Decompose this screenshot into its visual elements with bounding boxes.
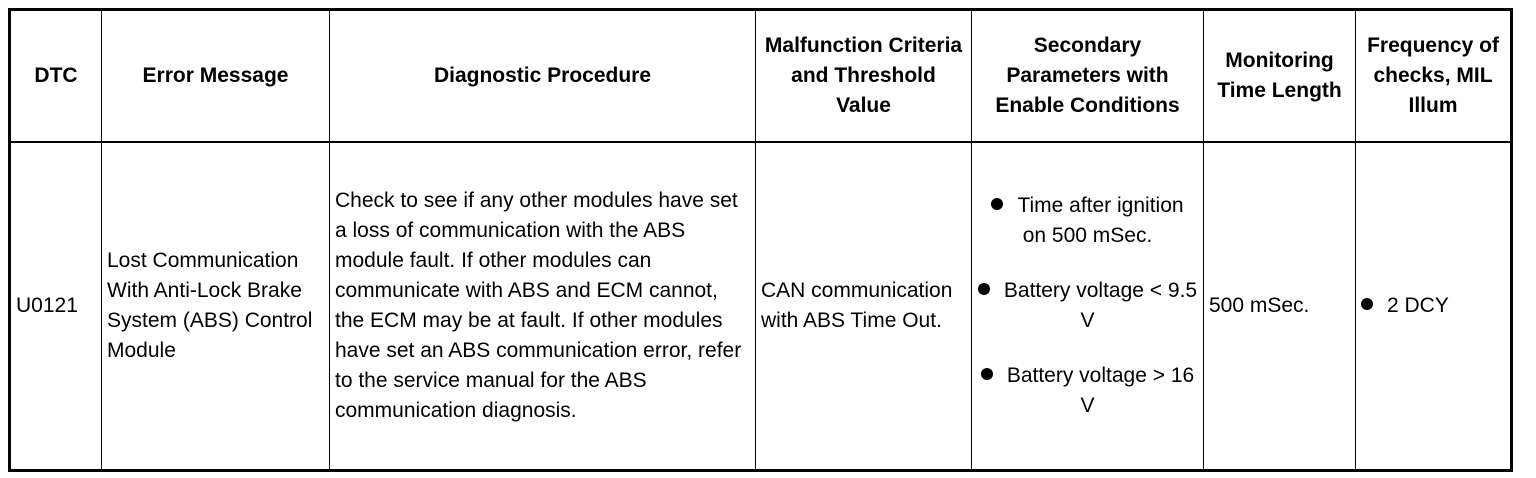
header-monitoring-time: Monitoring Time Length [1204, 10, 1356, 143]
param-text: Battery voltage > 16 V [1006, 364, 1195, 417]
cell-dtc: U0121 [10, 142, 102, 471]
header-malfunction-criteria: Malfunction Criteria and Threshold Value [756, 10, 972, 143]
header-secondary-parameters: Secondary Parameters with Enable Conditions [972, 10, 1204, 143]
dtc-table [8, 8, 1513, 472]
cell-frequency [1356, 142, 1512, 471]
frequency-text: 2 DCY [1387, 294, 1449, 317]
secondary-parameters-list [977, 191, 1198, 421]
header-frequency: Frequency of checks, MIL Illum [1356, 10, 1512, 143]
list-item [977, 361, 1198, 421]
param-text: Time after ignition on 500 mSec. [1017, 194, 1184, 247]
dtc-table-container [8, 8, 1513, 472]
param-text: Battery voltage < 9.5 V [1003, 279, 1198, 332]
cell-diagnostic-procedure: Check to see if any other modules have set a loss of communication with the ABS module fault. If other modules can communicate with ABS and ECM cannot, the ECM may be at fault. If other modules have set an ABS communication error, refer to the service manual for the ABS communication diagnosis. [330, 142, 756, 471]
cell-malfunction-criteria: CAN communication with ABS Time Out. [756, 142, 972, 471]
header-error-message: Error Message [102, 10, 330, 143]
header-dtc: DTC [10, 10, 102, 143]
table-header-row [10, 10, 1512, 143]
bullet-icon [1361, 298, 1373, 310]
cell-monitoring-time: 500 mSec. [1204, 142, 1356, 471]
bullet-icon [991, 198, 1003, 210]
cell-error-message: Lost Communication With Anti-Lock Brake System (ABS) Control Module [102, 142, 330, 471]
cell-secondary-parameters [972, 142, 1204, 471]
bullet-icon [981, 368, 993, 380]
list-item [977, 191, 1198, 251]
header-diagnostic-procedure: Diagnostic Procedure [330, 10, 756, 143]
bullet-icon [978, 283, 990, 295]
list-item [977, 276, 1198, 336]
table-row [10, 142, 1512, 471]
